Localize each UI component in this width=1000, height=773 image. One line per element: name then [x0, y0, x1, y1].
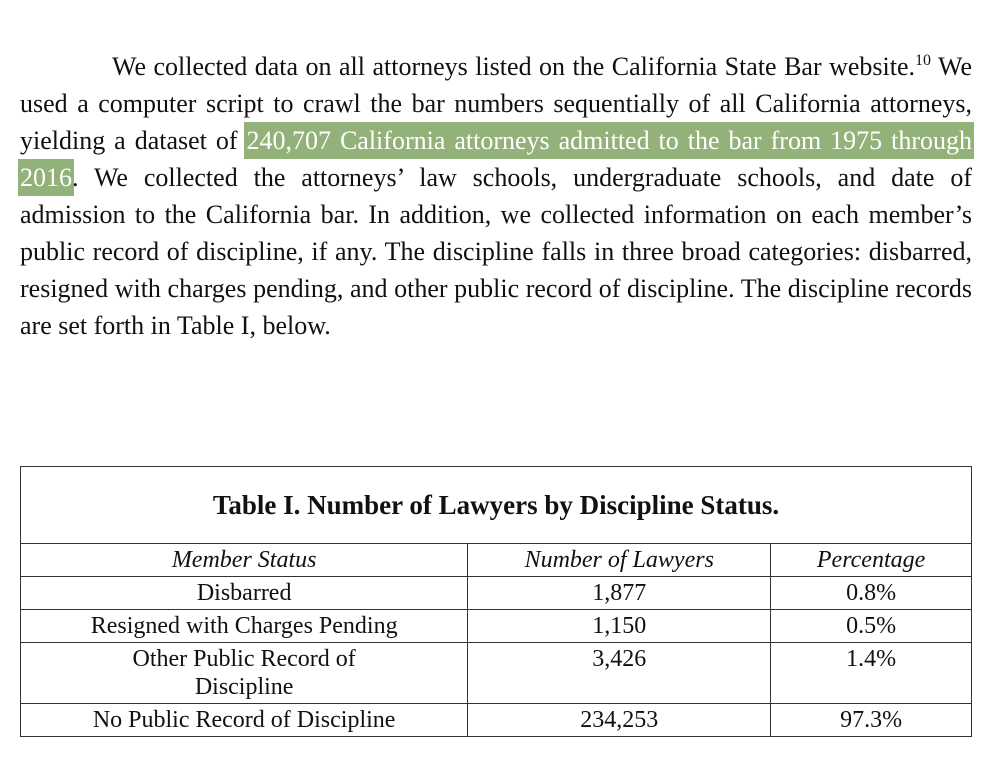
- table-title: Table I. Number of Lawyers by Discipline Status.: [21, 467, 972, 544]
- highlighted-text[interactable]: 240,707 California attorneys admitted to the bar from 1975 through 2016: [20, 126, 972, 192]
- table-header-row: [21, 544, 972, 577]
- cell-count: 3,426: [468, 643, 771, 704]
- table-row: [21, 643, 972, 704]
- cell-percentage: 97.3%: [771, 704, 972, 737]
- table-title-row: [21, 467, 972, 544]
- table-row: [21, 610, 972, 643]
- body-paragraph: [20, 48, 972, 344]
- header-member-status: Member Status: [21, 544, 468, 577]
- cell-percentage: 0.8%: [771, 577, 972, 610]
- cell-count: 1,150: [468, 610, 771, 643]
- footnote-marker[interactable]: 10: [915, 52, 931, 69]
- cell-count: 234,253: [468, 704, 771, 737]
- cell-status: Other Public Record of Discipline: [21, 643, 468, 704]
- table-row: [21, 577, 972, 610]
- table-row: [21, 704, 972, 737]
- cell-count: 1,877: [468, 577, 771, 610]
- header-percentage: Percentage: [771, 544, 972, 577]
- cell-status: Disbarred: [21, 577, 468, 610]
- header-number-of-lawyers: Number of Lawyers: [468, 544, 771, 577]
- discipline-table: [20, 466, 972, 737]
- cell-status: No Public Record of Discipline: [21, 704, 468, 737]
- paragraph-text-2: We used a computer script to crawl the bar numbers sequentially of all California attorneys, yielding a dataset of: [20, 52, 972, 155]
- cell-percentage: 0.5%: [771, 610, 972, 643]
- paragraph-text-3: . We collected the attorneys’ law schools, undergraduate schools, and date of admission to the California bar. In addition, we collected information on each member’s public record of discipline, if any. The discipline falls in three broad categories: disbarred, resigned with charges pending, and other public record of discipline. The discipline records are set forth in Table I, below.: [20, 163, 972, 340]
- paragraph-text-1: We collected data on all attorneys listed on the California State Bar website.: [112, 52, 915, 81]
- cell-percentage: 1.4%: [771, 643, 972, 704]
- cell-status: Resigned with Charges Pending: [21, 610, 468, 643]
